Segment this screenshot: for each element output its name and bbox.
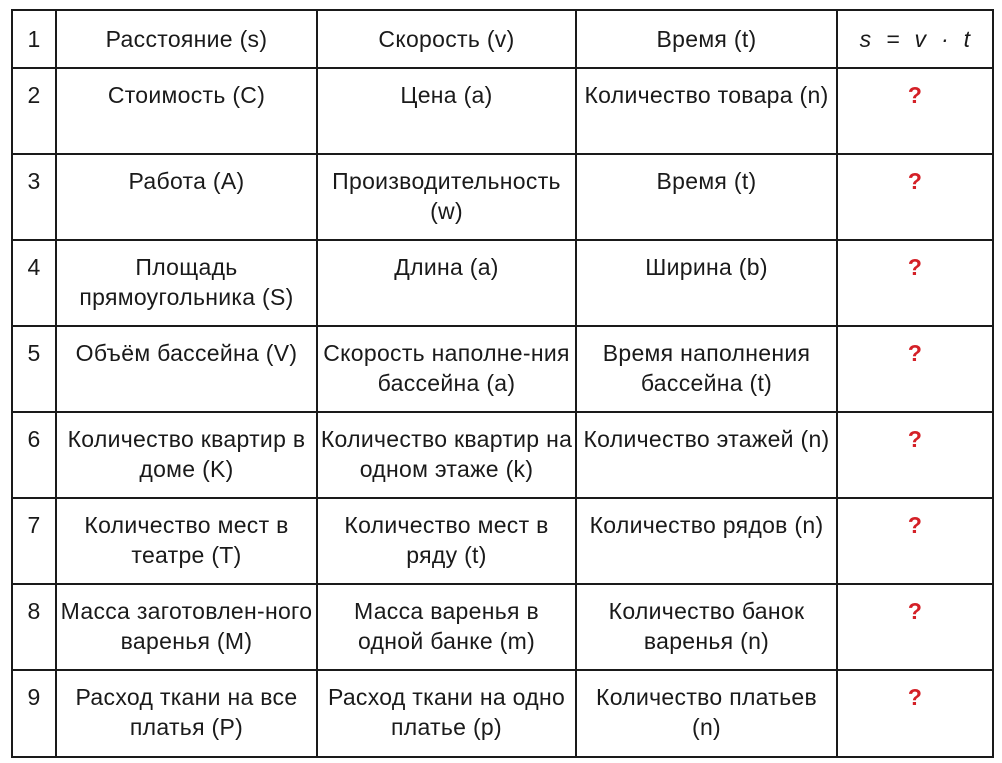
quantity-total: Площадь прямоугольника (S) <box>56 240 317 326</box>
quantity-rate: Производительность (w) <box>317 154 576 240</box>
table-row <box>12 670 993 757</box>
quantity-rate: Цена (a) <box>317 68 576 154</box>
quantity-total: Количество квартир в доме (K) <box>56 412 317 498</box>
table-row <box>12 68 993 154</box>
row-number: 9 <box>12 670 56 757</box>
quantity-total: Объём бассейна (V) <box>56 326 317 412</box>
quantities-table <box>11 9 994 758</box>
quantity-rate: Масса варенья в одной банке (m) <box>317 584 576 670</box>
row-number: 3 <box>12 154 56 240</box>
question-mark: ? <box>837 498 993 584</box>
question-mark: ? <box>837 240 993 326</box>
table-row <box>12 10 993 68</box>
quantity-count: Количество этажей (n) <box>576 412 837 498</box>
quantity-count: Время наполнения бассейна (t) <box>576 326 837 412</box>
quantity-rate: Расход ткани на одно платье (p) <box>317 670 576 757</box>
quantity-count: Время (t) <box>576 154 837 240</box>
question-mark: ? <box>837 326 993 412</box>
quantity-rate: Скорость (v) <box>317 10 576 68</box>
quantity-total: Масса заготовлен-ного варенья (M) <box>56 584 317 670</box>
quantity-total: Расстояние (s) <box>56 10 317 68</box>
row-number: 6 <box>12 412 56 498</box>
question-mark: ? <box>837 154 993 240</box>
question-mark: ? <box>837 412 993 498</box>
table-row <box>12 240 993 326</box>
quantity-rate: Количество мест в ряду (t) <box>317 498 576 584</box>
row-number: 4 <box>12 240 56 326</box>
quantity-total: Количество мест в театре (T) <box>56 498 317 584</box>
row-number: 8 <box>12 584 56 670</box>
quantity-rate: Скорость наполне-ния бассейна (a) <box>317 326 576 412</box>
quantity-count: Количество рядов (n) <box>576 498 837 584</box>
question-mark: ? <box>837 670 993 757</box>
row-number: 7 <box>12 498 56 584</box>
question-mark: ? <box>837 68 993 154</box>
quantity-total: Работа (A) <box>56 154 317 240</box>
quantity-rate: Количество квартир на одном этаже (k) <box>317 412 576 498</box>
table-row <box>12 412 993 498</box>
table-row <box>12 584 993 670</box>
quantity-count: Время (t) <box>576 10 837 68</box>
quantity-total: Стоимость (C) <box>56 68 317 154</box>
row-number: 1 <box>12 10 56 68</box>
quantity-count: Количество платьев (n) <box>576 670 837 757</box>
question-mark: ? <box>837 584 993 670</box>
quantity-rate: Длина (a) <box>317 240 576 326</box>
quantity-count: Количество товара (n) <box>576 68 837 154</box>
table-row <box>12 326 993 412</box>
formula-cell: s = v · t <box>837 10 993 68</box>
quantity-count: Ширина (b) <box>576 240 837 326</box>
quantity-total: Расход ткани на все платья (P) <box>56 670 317 757</box>
table-row <box>12 498 993 584</box>
quantity-count: Количество банок варенья (n) <box>576 584 837 670</box>
row-number: 5 <box>12 326 56 412</box>
table-row <box>12 154 993 240</box>
row-number: 2 <box>12 68 56 154</box>
